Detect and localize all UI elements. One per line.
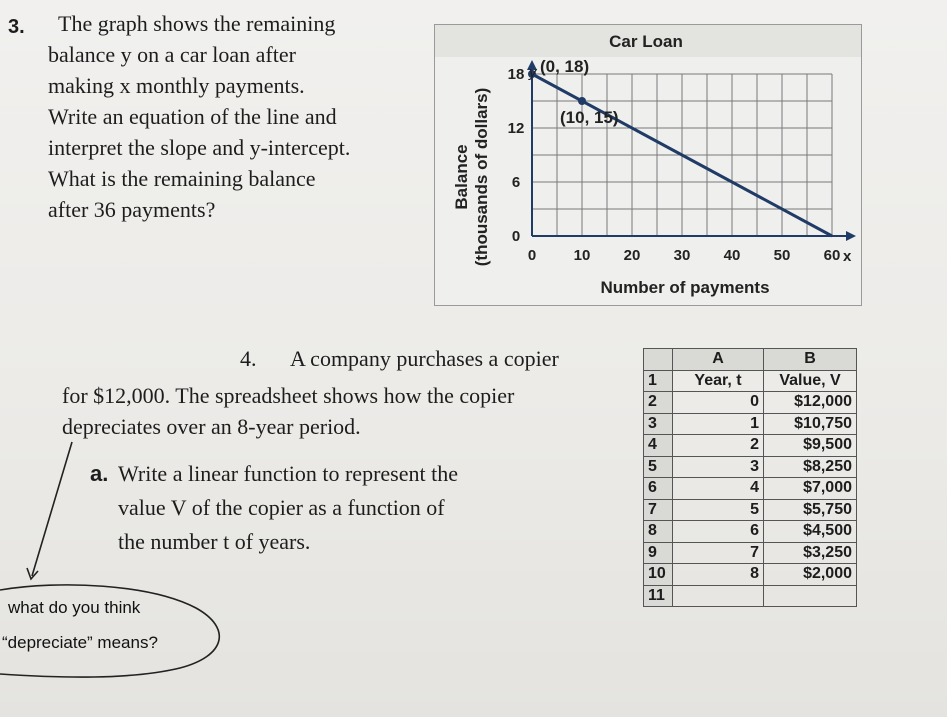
y-tick-label: 18 xyxy=(507,66,525,83)
part-a-line: Write a linear function to represent the xyxy=(118,461,458,486)
table-row xyxy=(644,456,857,478)
q3-line: Write an equation of the line and xyxy=(48,104,337,129)
q3-line: What is the remaining balance xyxy=(48,166,316,191)
year-cell: 8 xyxy=(673,564,764,586)
part-a-line: value V of the copier as a function of xyxy=(118,495,445,520)
empty-cell xyxy=(673,585,764,607)
y-axis-label-line1: Balance xyxy=(452,144,471,210)
row-number: 6 xyxy=(644,478,673,500)
y-tick-label: 0 xyxy=(511,228,521,245)
year-cell: 3 xyxy=(673,456,764,478)
column-letter-b: B xyxy=(764,349,857,371)
handwritten-arrow-and-bubble xyxy=(0,430,260,717)
value-cell: $9,500 xyxy=(764,435,857,457)
question-4-number: 4. xyxy=(240,346,257,371)
q3-line: interpret the slope and y-intercept. xyxy=(48,135,351,160)
header-year: Year, t xyxy=(673,370,764,392)
q4-intro-line: for $12,000. The spreadsheet shows how the copier xyxy=(62,383,515,408)
header-value: Value, V xyxy=(764,370,857,392)
x-axis-arrowhead xyxy=(846,231,856,241)
y-axis-label-line2: (thousands of dollars) xyxy=(472,87,491,267)
x-tick-label: 40 xyxy=(723,247,741,264)
value-cell: $2,000 xyxy=(764,564,857,586)
q3-line: making x monthly payments. xyxy=(48,73,305,98)
x-tick-label: 0 xyxy=(527,247,537,264)
value-cell: $10,750 xyxy=(764,413,857,435)
table-row xyxy=(644,521,857,543)
q4-intro-line: A company purchases a copier xyxy=(290,346,559,371)
x-tick-label: 50 xyxy=(773,247,791,264)
table-row xyxy=(644,370,857,392)
row-number: 10 xyxy=(644,564,673,586)
question-3-number: 3. xyxy=(8,16,25,38)
row-number: 7 xyxy=(644,499,673,521)
x-tick-label: 60 xyxy=(823,247,841,264)
row-number: 3 xyxy=(644,413,673,435)
year-cell: 1 xyxy=(673,413,764,435)
table-row xyxy=(644,435,857,457)
value-cell: $7,000 xyxy=(764,478,857,500)
value-cell: $4,500 xyxy=(764,521,857,543)
value-cell: $12,000 xyxy=(764,392,857,414)
q3-line: balance y on a car loan after xyxy=(48,42,296,67)
table-row xyxy=(644,499,857,521)
value-cell: $3,250 xyxy=(764,542,857,564)
year-cell: 6 xyxy=(673,521,764,543)
column-letter-a: A xyxy=(673,349,764,371)
value-cell: $8,250 xyxy=(764,456,857,478)
x-tick-label: 20 xyxy=(623,247,641,264)
x-tick-label: 10 xyxy=(573,247,591,264)
chart-ticks xyxy=(508,66,841,264)
data-point xyxy=(578,97,586,105)
x-axis-variable: x xyxy=(843,248,852,265)
y-axis-variable: y xyxy=(529,64,537,81)
row-number: 1 xyxy=(644,370,673,392)
handwritten-note-line2: “depreciate” means? xyxy=(2,633,158,652)
row-number: 4 xyxy=(644,435,673,457)
year-cell: 7 xyxy=(673,542,764,564)
table-row xyxy=(644,585,857,607)
row-number: 5 xyxy=(644,456,673,478)
q3-line: The graph shows the remaining xyxy=(58,11,336,36)
q3-line: after 36 payments? xyxy=(48,197,216,222)
x-axis-label: Number of payments xyxy=(600,278,770,297)
chart-points xyxy=(528,57,619,127)
year-cell: 0 xyxy=(673,392,764,414)
depreciation-spreadsheet xyxy=(643,348,857,650)
table-row xyxy=(644,564,857,586)
car-loan-chart-svg xyxy=(435,25,861,305)
car-loan-chart xyxy=(434,24,862,306)
year-cell: 2 xyxy=(673,435,764,457)
year-cell: 4 xyxy=(673,478,764,500)
data-point-label: (0, 18) xyxy=(540,57,590,76)
table-row xyxy=(644,542,857,564)
value-cell: $5,750 xyxy=(764,499,857,521)
table-row xyxy=(644,413,857,435)
table-row xyxy=(644,392,857,414)
row-number: 8 xyxy=(644,521,673,543)
table-row xyxy=(644,478,857,500)
x-tick-label: 30 xyxy=(673,247,691,264)
row-number: 2 xyxy=(644,392,673,414)
data-point-label: (10, 15) xyxy=(560,108,619,127)
column-letter-row xyxy=(644,349,857,371)
y-tick-label: 12 xyxy=(507,120,525,137)
corner-cell xyxy=(644,349,673,371)
y-tick-label: 6 xyxy=(511,174,521,191)
handwritten-note-line1: what do you think xyxy=(8,598,141,617)
part-a-letter: a. xyxy=(90,461,109,486)
row-number: 9 xyxy=(644,542,673,564)
q4-intro-line: depreciates over an 8-year period. xyxy=(62,414,361,439)
part-a-line: the number t of years. xyxy=(118,529,311,554)
year-cell: 5 xyxy=(673,499,764,521)
chart-title: Car Loan xyxy=(609,32,683,51)
row-number: 11 xyxy=(644,585,673,607)
empty-cell xyxy=(764,585,857,607)
y-axis-label xyxy=(452,88,491,267)
